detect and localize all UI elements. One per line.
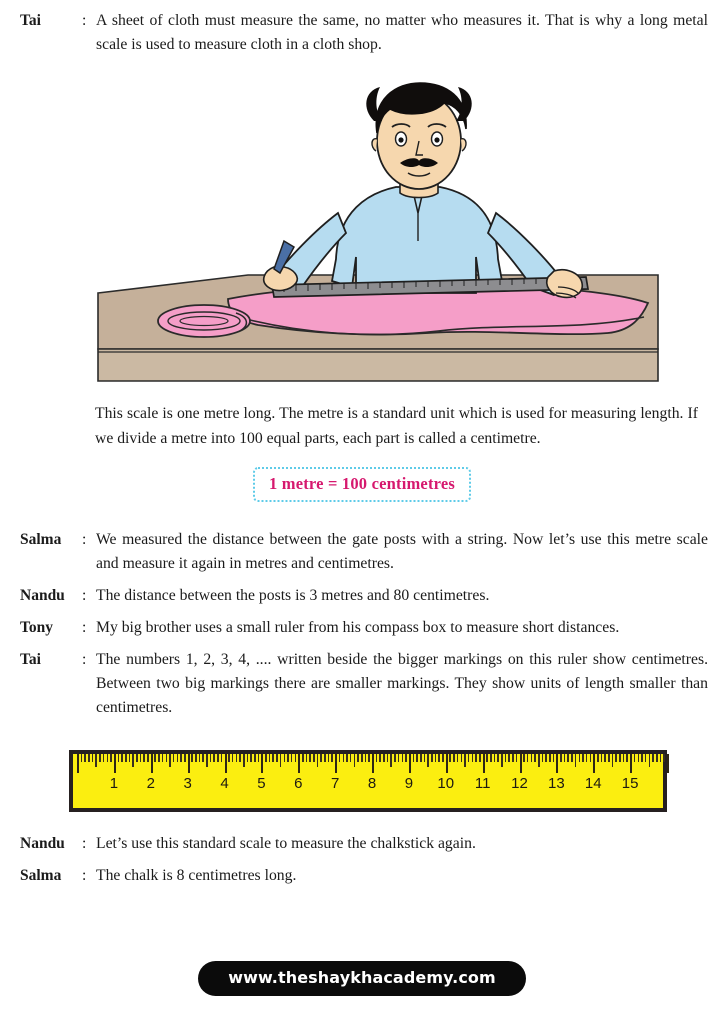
ruler-tick-mm (512, 754, 514, 762)
cloth-shop-illustration (88, 81, 666, 391)
ruler-tick-half (354, 754, 356, 767)
dialogue-row-salma-1 (0, 528, 724, 576)
ruler-tick-mm (365, 754, 367, 762)
ruler-tick-half (538, 754, 540, 767)
ruler-tick-mm (416, 754, 418, 762)
speaker-colon: : (82, 587, 87, 604)
cloth-roll-icon (158, 305, 250, 337)
speaker-colon: : (82, 12, 87, 29)
scale-explanation-paragraph: This scale is one metre long. The metre is a standard unit which is used for measuring length. If we divide a metre into 100 equal parts, each part is called a centimetre. (95, 405, 698, 447)
dialogue-text: My big brother uses a small ruler from his compass box to measure short distances. (96, 619, 620, 636)
ruler-tick-mm (590, 754, 592, 762)
ruler-tick-cm (593, 754, 595, 773)
dialogue-text: The chalk is 8 centimetres long. (96, 867, 297, 884)
ruler-tick-cm (409, 754, 411, 773)
dialogue-row-nandu-1 (0, 584, 724, 608)
ruler-tick-mm (394, 754, 396, 762)
ruler-tick-cm (225, 754, 227, 773)
ruler-tick-mm (265, 754, 267, 762)
ruler-tick-cm (188, 754, 190, 773)
ruler-tick-mm (475, 754, 477, 762)
ruler-tick-cm (114, 754, 116, 773)
ruler-tick-mm (527, 754, 529, 762)
ruler-label-11: 11 (474, 775, 491, 792)
ruler-tick-half (317, 754, 319, 767)
ruler-tick-mm (361, 754, 363, 762)
ruler-label-6: 6 (294, 775, 303, 792)
ruler-tick-mm (302, 754, 304, 762)
ruler-tick-mm (81, 754, 83, 762)
ruler-tick-mm (645, 754, 647, 762)
ruler-tick-cm (151, 754, 153, 773)
dialogue-row-tony-1 (0, 616, 724, 640)
ruler-tick-mm (442, 754, 444, 762)
ruler-tick-mm (107, 754, 109, 762)
ruler-tick-cm (630, 754, 632, 773)
ruler-tick-mm (523, 754, 525, 762)
ruler-tick-mm (320, 754, 322, 762)
ruler-tick-cm (335, 754, 337, 773)
ruler-tick-mm (92, 754, 94, 762)
spacer (0, 502, 724, 528)
ruler-tick-mm (472, 754, 474, 762)
ruler-tick-mm (571, 754, 573, 762)
ruler-tick-mm (626, 754, 628, 762)
ruler-tick-mm (545, 754, 547, 762)
ruler-tick-mm (431, 754, 433, 762)
ruler-tick-mm (435, 754, 437, 762)
ruler-tick-mm (516, 754, 518, 762)
ruler-tick-mm (619, 754, 621, 762)
speaker-name: Tai (20, 651, 41, 668)
ruler-tick-half (501, 754, 503, 767)
speaker-colon: : (82, 619, 87, 636)
dialogue-text: We measured the distance between the gate posts with a string. Now let’s use this metre scale and measure it again in metres and centimetres. (96, 531, 708, 572)
ruler-tick-cm (77, 754, 79, 773)
ruler-tick-mm (110, 754, 112, 762)
ruler-tick-mm (173, 754, 175, 762)
ruler-tick-mm (660, 754, 662, 762)
ruler-tick-half (206, 754, 208, 767)
ruler-tick-mm (453, 754, 455, 762)
dialogue-text: The numbers 1, 2, 3, 4, .... written beside the bigger markings on this ruler show centimetres. Between two big markings there are smaller markings. They show units of length smaller than centimetres. (96, 651, 708, 716)
ruler-tick-mm (287, 754, 289, 762)
ruler-tick-mm (199, 754, 201, 762)
ruler-tick-mm (269, 754, 271, 762)
ruler-tick-mm (158, 754, 160, 762)
ruler-tick-mm (217, 754, 219, 762)
ruler-label-10: 10 (437, 775, 455, 792)
ruler-tick-mm (387, 754, 389, 762)
ruler-label-15: 15 (621, 775, 639, 792)
ruler-tick-mm (103, 754, 105, 762)
ruler-tick-mm (258, 754, 260, 762)
ruler-tick-half (649, 754, 651, 767)
ruler-tick-half (132, 754, 134, 767)
spacer (0, 856, 724, 864)
ruler-tick-mm (125, 754, 127, 762)
ruler-tick-mm (604, 754, 606, 762)
ruler-tick-mm (508, 754, 510, 762)
ruler-tick-mm (162, 754, 164, 762)
ruler-tick-mm (306, 754, 308, 762)
ruler-tick-mm (284, 754, 286, 762)
ruler-tick-mm (490, 754, 492, 762)
ruler-tick-mm (368, 754, 370, 762)
ruler-tick-mm (486, 754, 488, 762)
ruler-tick-mm (494, 754, 496, 762)
ruler-tick-mm (402, 754, 404, 762)
ruler-tick-mm (398, 754, 400, 762)
ruler-tick-mm (166, 754, 168, 762)
ruler-tick-mm (140, 754, 142, 762)
ruler-tick-mm (343, 754, 345, 762)
ruler-tick-mm (383, 754, 385, 762)
ruler-tick-cm (298, 754, 300, 773)
ruler-tick-mm (129, 754, 131, 762)
ruler-tick-half (612, 754, 614, 767)
ruler-tick-mm (497, 754, 499, 762)
ruler-label-8: 8 (367, 775, 377, 792)
ruler-tick-mm (549, 754, 551, 762)
highlight-box-container (0, 467, 724, 502)
ruler-tick-mm (121, 754, 123, 762)
ruler-tick-mm (328, 754, 330, 762)
ruler-tick-mm (534, 754, 536, 762)
ruler-tick-mm (143, 754, 145, 762)
ruler-tick-mm (88, 754, 90, 762)
ruler-label-14: 14 (584, 775, 602, 792)
ruler-tick-mm (579, 754, 581, 762)
ruler-tick-mm (638, 754, 640, 762)
ruler-tick-mm (656, 754, 658, 762)
ruler-tick-mm (641, 754, 643, 762)
ruler-tick-mm (99, 754, 101, 762)
ruler-tick-mm (531, 754, 533, 762)
footer-container (0, 961, 724, 996)
speaker-colon: : (82, 867, 87, 884)
ruler-label-9: 9 (404, 775, 414, 792)
ruler-tick-mm (461, 754, 463, 762)
ruler-tick-mm (424, 754, 426, 762)
ruler-tick-mm (236, 754, 238, 762)
ruler-label-3: 3 (183, 775, 192, 792)
ruler-tick-mm (615, 754, 617, 762)
ruler-tick-mm (582, 754, 584, 762)
ruler-label-2: 2 (146, 775, 155, 792)
ruler-tick-mm (634, 754, 636, 762)
ruler-tick-mm (405, 754, 407, 762)
speaker-colon: : (82, 835, 87, 852)
ruler-label-5: 5 (257, 775, 266, 792)
ruler-tick-mm (202, 754, 204, 762)
ruler-tick-mm (239, 754, 241, 762)
speaker-colon: : (82, 531, 87, 548)
spacer (0, 576, 724, 584)
ruler-label-13: 13 (548, 775, 565, 792)
ruler-tick-mm (147, 754, 149, 762)
ruler-tick-mm (254, 754, 256, 762)
ruler-tick-mm (295, 754, 297, 762)
ruler-tick-mm (309, 754, 311, 762)
speaker-name: Salma (20, 867, 62, 884)
speaker-name: Nandu (20, 835, 65, 852)
spacer (0, 608, 724, 616)
dialogue-text: The distance between the posts is 3 metres and 80 centimetres. (96, 587, 490, 604)
ruler-tick-mm (357, 754, 359, 762)
metre-conversion-text: 1 metre = 100 centimetres (268, 474, 456, 493)
ruler-tick-half (427, 754, 429, 767)
ruler-tick-mm (313, 754, 315, 762)
spacer (0, 640, 724, 648)
ruler-tick-mm (457, 754, 459, 762)
ruler-tick-mm (232, 754, 234, 762)
ruler-tick-mm (379, 754, 381, 762)
ruler-tick-mm (542, 754, 544, 762)
dialogue-row-salma-2 (0, 864, 724, 888)
ruler-label-4: 4 (220, 775, 229, 792)
ruler-tick-mm (276, 754, 278, 762)
ruler-tick-mm (449, 754, 451, 762)
ruler-tick-mm (663, 754, 665, 762)
ruler-tick-mm (331, 754, 333, 762)
intro-dialogue-block (0, 0, 724, 57)
ruler-container (0, 748, 724, 816)
dialogue-text: Let’s use this standard scale to measure the chalkstick again. (96, 835, 476, 852)
speaker-colon: : (82, 651, 87, 668)
ruler-tick-mm (608, 754, 610, 762)
ruler-tick-half (243, 754, 245, 767)
speaker-name: Salma (20, 531, 62, 548)
ruler-tick-mm (586, 754, 588, 762)
ruler-tick-mm (479, 754, 481, 762)
spacer (0, 57, 724, 77)
website-badge[interactable]: www.theshaykhacademy.com (198, 961, 526, 996)
ruler-tick-mm (210, 754, 212, 762)
metre-conversion-box (253, 467, 471, 502)
illustration-container (0, 77, 724, 395)
speaker-name: Tai (20, 12, 41, 29)
ruler-tick-mm (195, 754, 197, 762)
centimetre-ruler (69, 750, 667, 812)
ruler-tick-mm (553, 754, 555, 762)
ruler-tick-mm (468, 754, 470, 762)
ruler-tick-mm (339, 754, 341, 762)
ruler-tick-mm (180, 754, 182, 762)
ruler-tick-mm (567, 754, 569, 762)
ruler-tick-mm (350, 754, 352, 762)
ruler-tick-cm (556, 754, 558, 773)
ruler-tick-half (575, 754, 577, 767)
speaker-name: Nandu (20, 587, 65, 604)
spacer (0, 720, 724, 748)
ruler-tick-cm (667, 754, 669, 773)
ruler-tick-cm (446, 754, 448, 773)
ruler-tick-mm (376, 754, 378, 762)
ruler-tick-mm (84, 754, 86, 762)
dialogue-row-nandu-2 (0, 832, 724, 856)
ruler-tick-mm (420, 754, 422, 762)
ruler-tick-mm (324, 754, 326, 762)
ruler-tick-mm (221, 754, 223, 762)
ruler-label-7: 7 (330, 775, 340, 792)
dialogue-row-tai-2 (0, 648, 724, 720)
ruler-tick-mm (346, 754, 348, 762)
ruler-tick-mm (118, 754, 120, 762)
ruler-tick-half (95, 754, 97, 767)
ruler-label-12: 12 (511, 775, 528, 792)
ruler-tick-mm (652, 754, 654, 762)
speaker-name: Tony (20, 619, 54, 636)
ruler-tick-mm (623, 754, 625, 762)
ruler-tick-mm (564, 754, 566, 762)
spacer (0, 816, 724, 832)
ruler-tick-mm (438, 754, 440, 762)
ruler-tick-mm (413, 754, 415, 762)
ruler-tick-mm (228, 754, 230, 762)
dialogue-text: A sheet of cloth must measure the same, no matter who measures it. That is why a long metal scale is used to measure cloth in a cloth shop. (96, 12, 708, 53)
ruler-tick-cm (483, 754, 485, 773)
ruler-tick-mm (184, 754, 186, 762)
ruler-tick-mm (177, 754, 179, 762)
ruler-tick-mm (560, 754, 562, 762)
ruler-tick-mm (247, 754, 249, 762)
ruler-markings (73, 754, 663, 808)
dialogue-row-tai-intro (0, 9, 724, 57)
ruler-tick-mm (213, 754, 215, 762)
ruler-tick-mm (291, 754, 293, 762)
ruler-tick-half (390, 754, 392, 767)
ruler-tick-mm (601, 754, 603, 762)
ruler-tick-half (464, 754, 466, 767)
ruler-tick-cm (261, 754, 263, 773)
ruler-tick-mm (505, 754, 507, 762)
ruler-tick-mm (272, 754, 274, 762)
ruler-label-1: 1 (109, 775, 119, 792)
ruler-tick-mm (250, 754, 252, 762)
ruler-tick-mm (597, 754, 599, 762)
ruler-tick-mm (136, 754, 138, 762)
ruler-tick-half (169, 754, 171, 767)
ruler-tick-half (280, 754, 282, 767)
ruler-tick-cm (372, 754, 374, 773)
ruler-tick-cm (520, 754, 522, 773)
ruler-tick-mm (154, 754, 156, 762)
ruler-tick-mm (191, 754, 193, 762)
table-front-icon (98, 349, 658, 381)
